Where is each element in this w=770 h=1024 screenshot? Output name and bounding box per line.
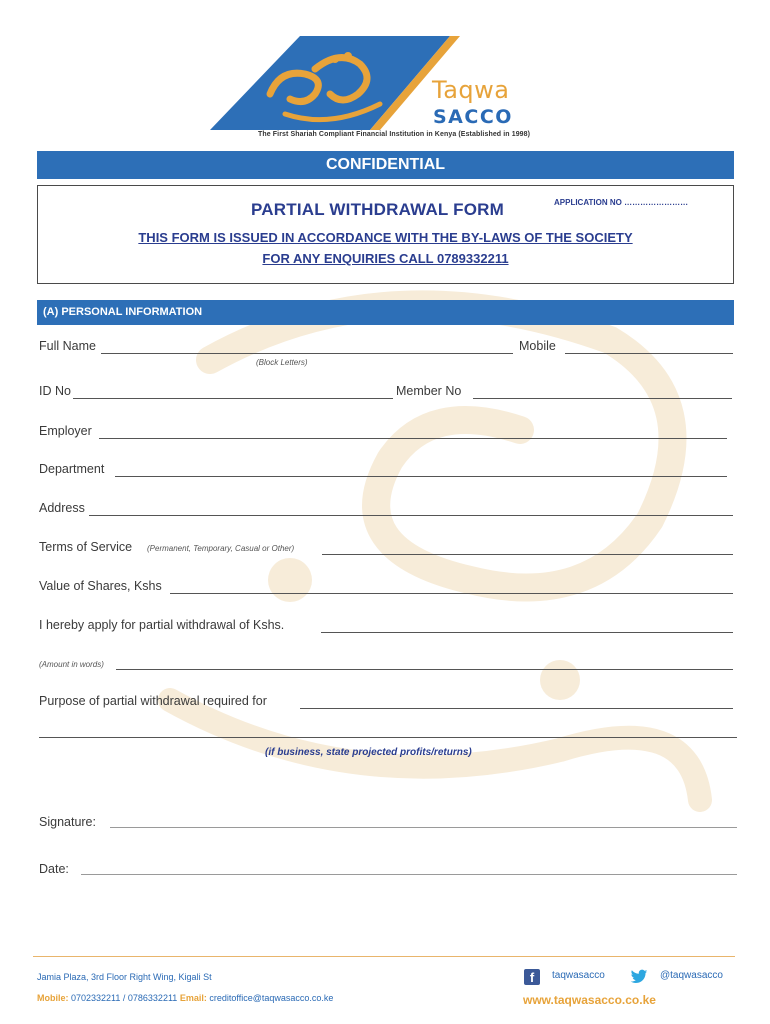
address-label: Address xyxy=(39,501,85,515)
full-name-label: Full Name xyxy=(39,339,96,353)
purpose-field-line-2[interactable] xyxy=(39,737,737,738)
mobile-footer-numbers: 0702332211 / 0786332211 xyxy=(71,993,178,1003)
full-name-field[interactable] xyxy=(101,353,513,354)
member-number-field[interactable] xyxy=(473,398,732,399)
block-letters-hint: (Block Letters) xyxy=(256,358,308,367)
watermark-logo xyxy=(90,280,730,880)
member-number-label: Member No xyxy=(396,384,462,398)
signature-field[interactable] xyxy=(110,827,737,828)
employer-label: Employer xyxy=(39,424,92,438)
section-personal-information: (A) PERSONAL INFORMATION xyxy=(37,300,734,325)
id-number-label: ID No xyxy=(39,384,71,398)
business-hint: (if business, state projected profits/returns) xyxy=(265,747,472,758)
terms-of-service-label: Terms of Service xyxy=(39,540,133,554)
purpose-label: Purpose of partial withdrawal required for xyxy=(39,694,267,708)
mobile-field[interactable] xyxy=(565,353,733,354)
amount-in-words-label: (Amount in words) xyxy=(39,660,104,669)
email-footer-address[interactable]: creditoffice@taqwasacco.co.ke xyxy=(209,993,334,1003)
value-of-shares-label: Value of Shares, Kshs xyxy=(39,579,162,593)
address-field[interactable] xyxy=(89,515,733,516)
footer-divider xyxy=(33,956,735,957)
id-number-field[interactable] xyxy=(73,398,393,399)
terms-of-service-hint: (Permanent, Temporary, Casual or Other) xyxy=(147,544,295,553)
purpose-field[interactable] xyxy=(300,708,733,709)
department-label: Department xyxy=(39,462,105,476)
taqwa-sacco-logo xyxy=(210,34,550,146)
department-field[interactable] xyxy=(115,476,727,477)
mobile-label: Mobile xyxy=(519,339,556,353)
date-field[interactable] xyxy=(81,874,737,875)
brand-name-sacco: SACCO xyxy=(433,106,513,128)
signature-label: Signature: xyxy=(39,815,96,829)
email-footer-label: Email: xyxy=(179,993,207,1003)
enquiries-notice: FOR ANY ENQUIRIES CALL 0789332211 xyxy=(262,251,509,266)
facebook-icon[interactable]: f xyxy=(524,969,540,985)
footer-address: Jamia Plaza, 3rd Floor Right Wing, Kigali St xyxy=(37,972,212,982)
footer-contacts xyxy=(37,993,333,1003)
brand-name-taqwa: Taqwa xyxy=(432,76,510,104)
bylaws-notice: THIS FORM IS ISSUED IN ACCORDANCE WITH THE BY-LAWS OF THE SOCIETY xyxy=(138,230,633,245)
form-title: PARTIAL WITHDRAWAL FORM xyxy=(251,200,504,219)
employer-field[interactable] xyxy=(99,438,727,439)
confidential-banner: CONFIDENTIAL xyxy=(37,151,734,179)
twitter-handle[interactable]: @taqwasacco xyxy=(660,970,723,981)
application-number-field[interactable]: APPLICATION NO …………………… xyxy=(554,198,689,207)
amount-in-words-field[interactable] xyxy=(116,669,733,670)
date-label: Date: xyxy=(39,862,69,876)
website-link[interactable]: www.taqwasacco.co.ke xyxy=(523,993,656,1007)
twitter-icon[interactable] xyxy=(630,969,648,985)
withdrawal-amount-label: I hereby apply for partial withdrawal of Kshs. xyxy=(39,618,285,632)
brand-tagline: The First Shariah Compliant Financial Institution in Kenya (Established in 1998) xyxy=(258,131,531,138)
form-title-box xyxy=(37,185,734,284)
mobile-footer-label: Mobile: xyxy=(37,993,69,1003)
terms-of-service-field[interactable] xyxy=(322,554,733,555)
value-of-shares-field[interactable] xyxy=(170,593,733,594)
facebook-handle[interactable]: taqwasacco xyxy=(552,970,605,981)
withdrawal-amount-field[interactable] xyxy=(321,632,733,633)
